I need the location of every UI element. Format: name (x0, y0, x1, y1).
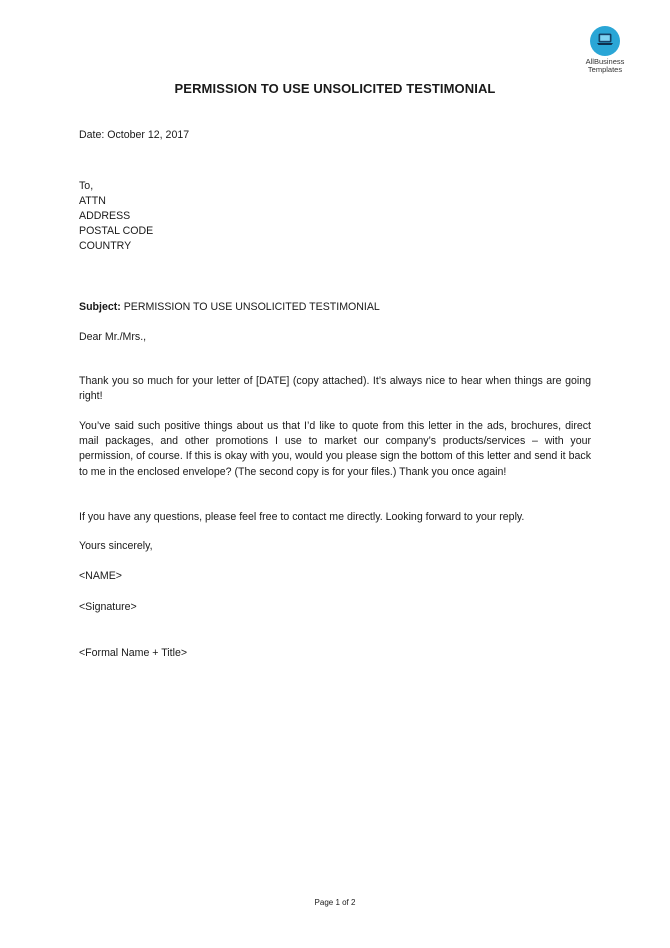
address-line-country: COUNTRY (79, 240, 132, 252)
page-number: Page 1 of 2 (314, 898, 356, 907)
brand-logo-line1: AllBusiness (585, 57, 625, 66)
signature-placeholder: <Signature> (79, 601, 137, 613)
laptop-icon (590, 26, 620, 56)
document-title: PERMISSION TO USE UNSOLICITED TESTIMONIAL (174, 81, 496, 96)
formal-name-placeholder: <Formal Name + Title> (79, 647, 188, 659)
paragraph-contact: If you have any questions, please feel free to contact me directly. Looking forward to your reply. (79, 511, 525, 523)
subject-label: Subject: (79, 301, 121, 313)
paragraph-request: You’ve said such positive things about us that I’d like to quote from this letter in the ads, brochures, direct mail packages, and other promotions I use to market our company’s products/services – with your permission, of course. If this is okay with you, would you please sign the bottom of this letter and send it back to me in the enclosed envelope? (The second copy is for your files.) Thank you once again! (79, 420, 591, 478)
salutation: Dear Mr./Mrs., (79, 331, 147, 343)
brand-logo-line2: Templates (587, 65, 623, 74)
subject-text: PERMISSION TO USE UNSOLICITED TESTIMONIAL (120, 301, 380, 313)
address-line-address: ADDRESS (79, 210, 131, 222)
brand-logo (578, 26, 632, 74)
subject-line (79, 300, 380, 315)
address-line-to: To, (79, 180, 94, 192)
date-line: Date: October 12, 2017 (79, 129, 190, 141)
name-placeholder: <NAME> (79, 570, 122, 582)
closing: Yours sincerely, (79, 540, 153, 552)
address-line-attn: ATTN (79, 195, 106, 207)
address-line-postal-code: POSTAL CODE (79, 225, 154, 237)
paragraph-thanks: Thank you so much for your letter of [DATE] (copy attached). It’s always nice to hear when things are going right! (79, 375, 591, 403)
brand-logo-text (578, 58, 632, 74)
